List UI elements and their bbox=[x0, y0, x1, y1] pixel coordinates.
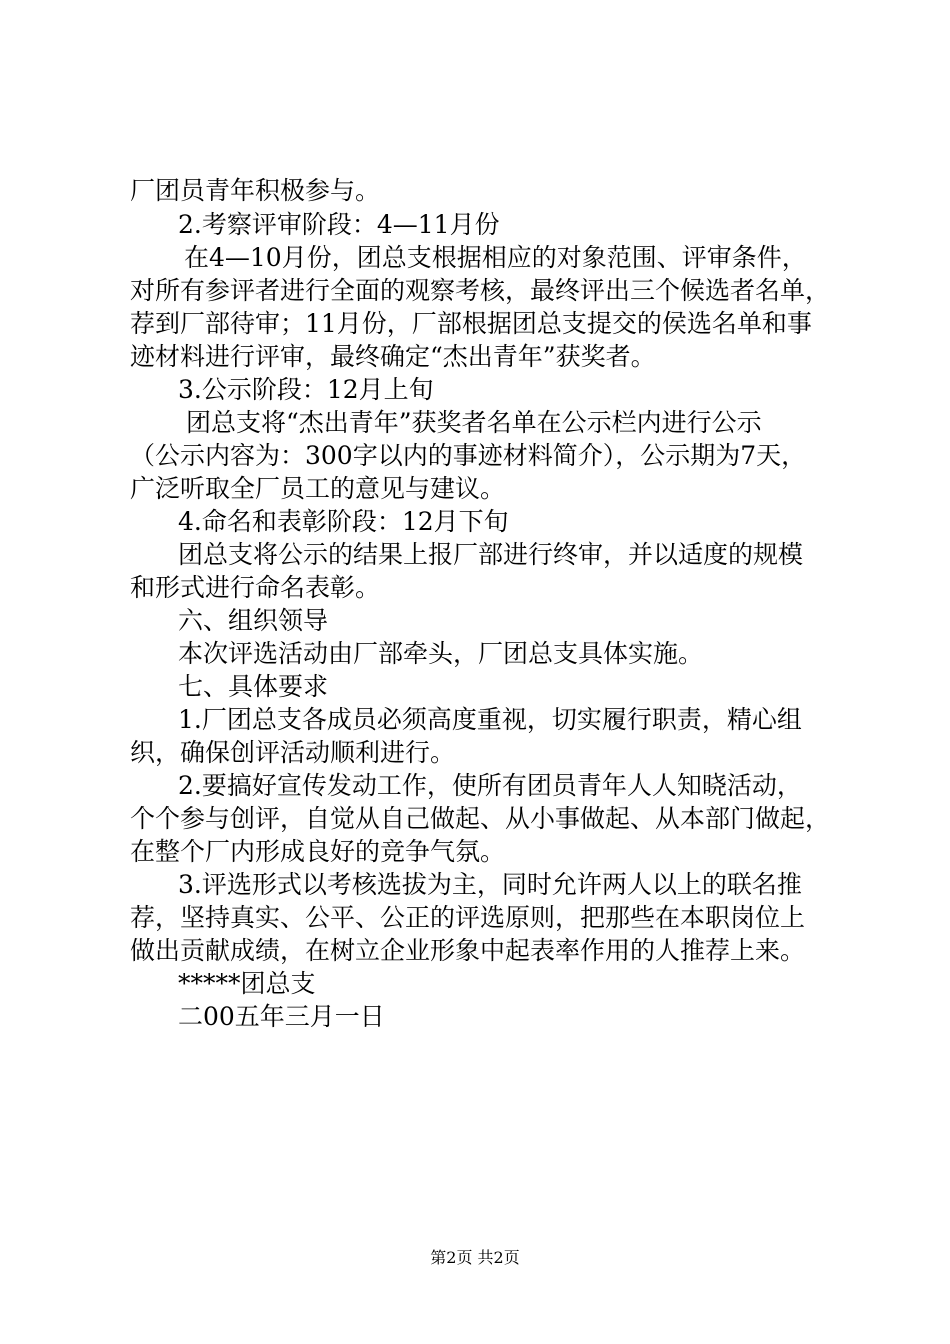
text-line: 本次评选活动由厂部牵头，厂团总支具体实施。 bbox=[178, 639, 704, 668]
text-line: 团总支将“杰出青年”获奖者名单在公示栏内进行公示 bbox=[186, 408, 762, 437]
text-line: （公示内容为：300字以内的事迹材料简介），公示期为7天， bbox=[130, 441, 807, 470]
page-number: 第2页 共2页 bbox=[430, 1248, 520, 1267]
signature-organization: *****团总支 bbox=[178, 969, 316, 998]
section-heading: 七、具体要求 bbox=[178, 672, 329, 701]
text-line: 厂团员青年积极参与。 bbox=[130, 176, 381, 205]
text-line: 荐到厂部待审；11月份，厂部根据团总支提交的侯选名单和事 bbox=[130, 309, 812, 338]
text-line: 团总支将公示的结果上报厂部进行终审，并以适度的规模 bbox=[178, 540, 804, 569]
text-line: 做出贡献成绩，在树立企业形象中起表率作用的人推荐上来。 bbox=[130, 936, 806, 965]
text-line: 织，确保创评活动顺利进行。 bbox=[130, 738, 456, 767]
section-heading: 2.考察评审阶段：4—11月份 bbox=[178, 210, 500, 239]
section-heading: 六、组织领导 bbox=[178, 606, 329, 635]
text-line: 3.评选形式以考核选拔为主，同时允许两人以上的联名推 bbox=[178, 870, 802, 899]
text-line: 对所有参评者进行全面的观察考核，最终评出三个候选者名单， bbox=[130, 276, 831, 305]
text-line: 在整个厂内形成良好的竞争气氛。 bbox=[130, 837, 506, 866]
text-line: 和形式进行命名表彰。 bbox=[130, 573, 381, 602]
section-heading: 3.公示阶段：12月上旬 bbox=[178, 375, 434, 404]
text-line: 在4—10月份，团总支根据相应的对象范围、评审条件， bbox=[184, 243, 807, 272]
text-line: 1.厂团总支各成员必须高度重视，切实履行职责，精心组 bbox=[178, 705, 802, 734]
text-line: 荐，坚持真实、公平、公正的评选原则，把那些在本职岗位上 bbox=[130, 903, 806, 932]
text-line: 广泛听取全厂员工的意见与建议。 bbox=[130, 474, 506, 503]
text-line: 迹材料进行评审，最终确定“杰出青年”获奖者。 bbox=[130, 342, 656, 371]
text-line: 2.要搞好宣传发动工作，使所有团员青年人人知晓活动， bbox=[178, 771, 802, 800]
signature-date: 二00五年三月一日 bbox=[178, 1002, 385, 1031]
text-line: 个个参与创评，自觉从自己做起、从小事做起、从本部门做起， bbox=[130, 804, 831, 833]
section-heading: 4.命名和表彰阶段：12月下旬 bbox=[178, 507, 509, 536]
